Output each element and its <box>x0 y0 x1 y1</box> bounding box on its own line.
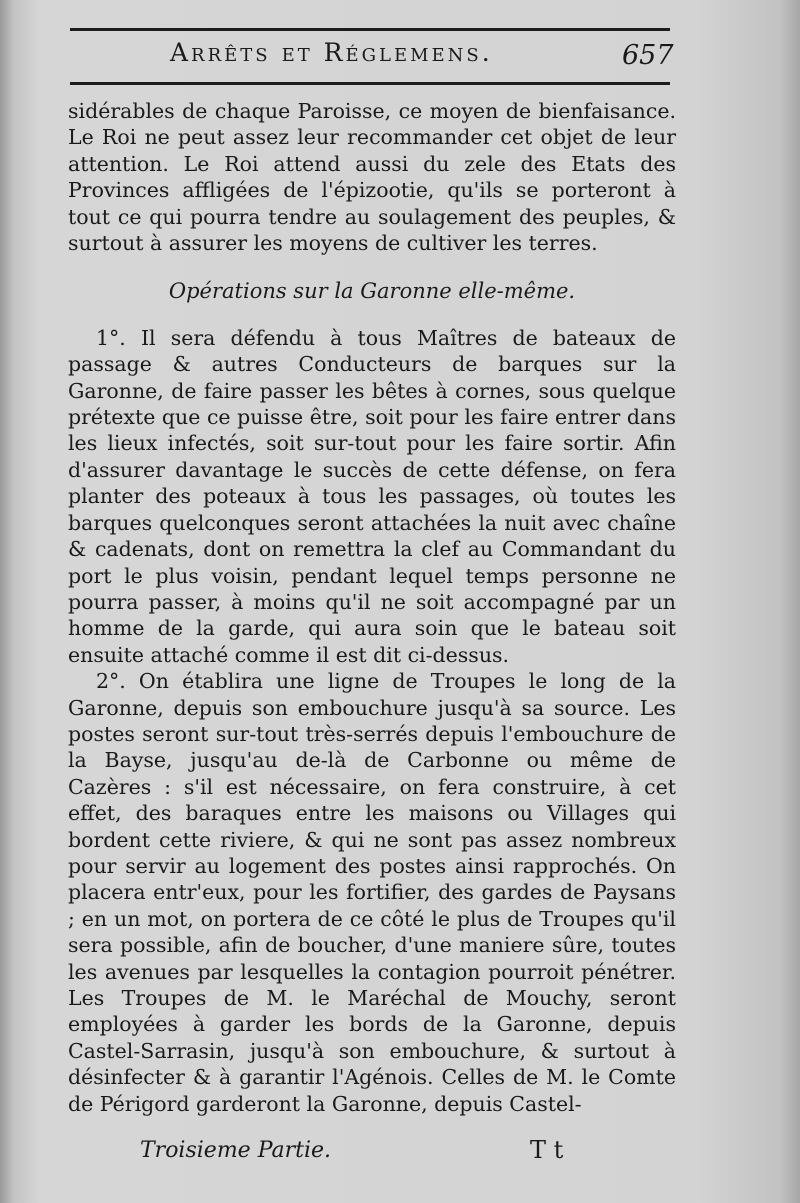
header-rule-bottom <box>70 82 670 85</box>
page-number: 657 <box>622 40 674 71</box>
paragraph-item-2: 2°. On établira une ligne de Troupes le long de la Garonne, depuis son embouchure jusqu'à sa source. Les postes seront sur-tout très-serrés depuis l'embouchure de la Bayse, jusqu'au de-là de Carbonne ou même de Cazères : s'il est nécessaire, on fera construire, à cet effet, des baraques entre les maisons ou Villages qui bordent cette riviere, & qui ne sont pas assez nombreux pour servir au logement des postes ainsi rapprochés. On placera entr'eux, pour les fortifier, des gardes de Paysans ; en un mot, on portera de ce côté le plus de Troupes qu'il sera possible, afin de boucher, d'une maniere sûre, toutes les avenues par lesquelles la contagion pourroit pénétrer. Les Troupes de M. le Maréchal de Mouchy, seront employées à garder les bords de la Garonne, depuis Castel-Sarrasin, jusqu'à son embouchure, & surtout à désinfecter & à garantir l'Agénois. Celles de M. le Comte de Périgord garderont la Garonne, depuis Castel- <box>68 669 676 1116</box>
paragraph-intro: sidérables de chaque Paroisse, ce moyen de bienfaisance. Le Roi ne peut assez leur recommander cet objet de leur attention. Le Roi attend aussi du zele des Etats des Provinces affligées de l'épizootie, qu'ils se porteront à tout ce qui pourra tendre au soulagement des peuples, & surtout à assurer les moyens de cultiver les terres. <box>68 99 676 256</box>
signature-mark: T t <box>530 1136 564 1164</box>
section-title: Opérations sur la Garonne elle-même. <box>168 279 576 304</box>
body-text <box>68 98 676 1117</box>
running-head: Arrêts et Réglemens. <box>170 38 493 67</box>
signature-line: Troisieme Partie. <box>140 1138 332 1163</box>
paragraph-item-1: 1°. Il sera défendu à tous Maîtres de bateaux de passage & autres Conducteurs de barques sur la Garonne, de faire passer les bêtes à cornes, sous quelque prétexte que ce puisse être, soit pour les faire entrer dans les lieux infectés, soit sur-tout pour les faire sortir. Afin d'assurer davantage le succès de cette défense, on fera planter des poteaux à tous les passages, où toutes les barques quelconques seront attachées la nuit avec chaîne & cadenats, dont on remettra la clef au Commandant du port le plus voisin, pendant lequel temps personne ne pourra passer, à moins qu'il ne soit accompagné par un homme de la garde, qui aura soin que le bateau soit ensuite attaché comme il est dit ci-dessus. <box>68 325 676 667</box>
header-rule-top <box>70 28 670 31</box>
